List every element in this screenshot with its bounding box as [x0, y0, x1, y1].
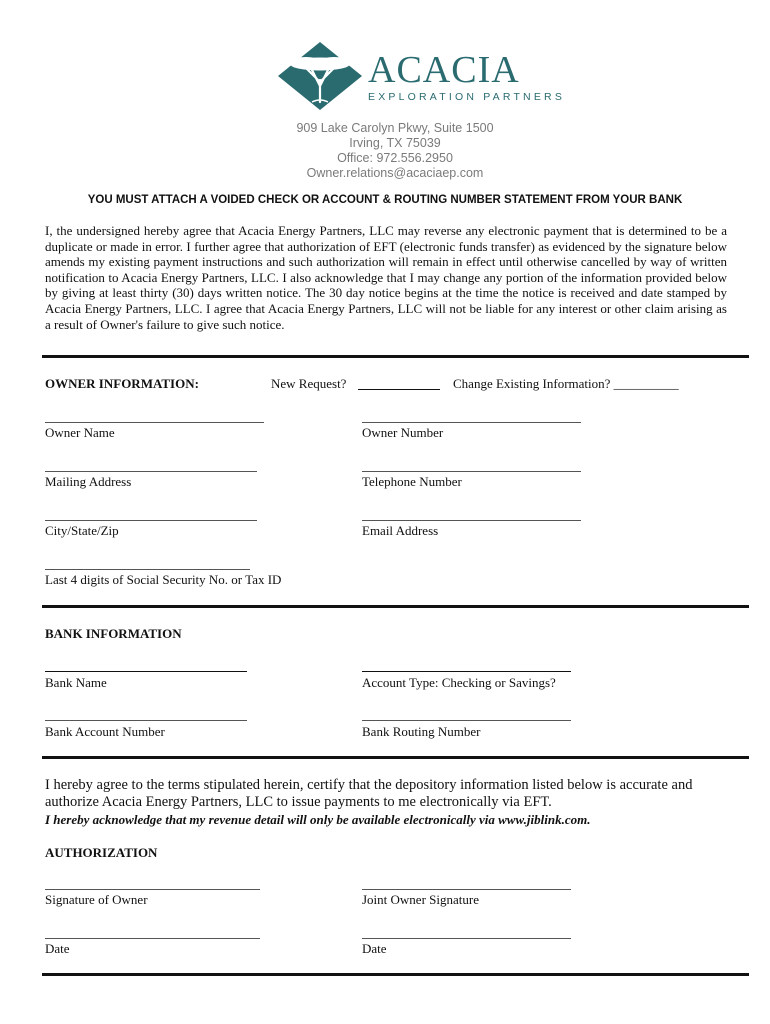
bank-account-number-label: Bank Account Number [45, 724, 165, 739]
telephone-number-label: Telephone Number [362, 474, 462, 489]
acknowledge-statement: I hereby acknowledge that my revenue detail will only be available electronically via www.jiblink.com. [45, 812, 591, 827]
owner-name-field[interactable] [45, 422, 264, 423]
ssn-tax-id-label: Last 4 digits of Social Security No. or Tax ID [45, 572, 282, 587]
joint-owner-date-label: Date [362, 941, 387, 956]
section-divider [42, 973, 749, 976]
brand-subtitle: EXPLORATION PARTNERS [368, 91, 566, 103]
owner-relations-email: Owner.relations@acaciaep.com [306, 166, 484, 180]
bank-name-label: Bank Name [45, 675, 107, 690]
change-existing-label: Change Existing Information? __________ [453, 376, 679, 391]
email-address-field[interactable] [362, 520, 581, 521]
section-divider [42, 605, 749, 608]
certify-paragraph: I hereby agree to the terms stipulated herein, certify that the depository information listed below is accurate and authorize Acacia Energy Partners, LLC to issue payments to me electronically via EFT. [45, 777, 693, 810]
address-line-2: Irving, TX 75039 [349, 136, 441, 150]
section-divider [42, 355, 749, 358]
bank-name-field[interactable] [45, 671, 247, 672]
owner-number-field[interactable] [362, 422, 581, 423]
agreement-paragraph: I, the undersigned hereby agree that Acacia Energy Partners, LLC may reverse any electronic payment that is determined to be a duplicate or made in error. I further agree that authorization of EFT (electronic funds transfer) as evidenced by the signature below amends my existing payment instructions and such authorization will remain in effect until otherwise cancelled by way of written notification to Acacia Energy Partners, LLC. I also acknowledge that I may change any portion of the information provided below by giving at least thirty (30) days written notice. The 30 day notice begins at the time the notice is received and date stamped by Acacia Energy Partners, LLC. I agree that Acacia Energy Partners, LLC will not be liable for any interest or other claim arising as a result of Owner's failure to give such notice. [45, 223, 727, 332]
owner-name-label: Owner Name [45, 425, 115, 440]
joint-owner-date-field[interactable] [362, 938, 571, 939]
joint-owner-signature-field[interactable] [362, 889, 571, 890]
bank-info-heading: BANK INFORMATION [45, 626, 182, 641]
new-request-field[interactable] [358, 389, 440, 390]
owner-signature-field[interactable] [45, 889, 260, 890]
bank-account-number-field[interactable] [45, 720, 247, 721]
mailing-address-label: Mailing Address [45, 474, 132, 489]
new-request-label: New Request? [271, 376, 347, 391]
owner-info-heading: OWNER INFORMATION: [45, 376, 199, 391]
city-state-zip-field[interactable] [45, 520, 257, 521]
ssn-tax-id-field[interactable] [45, 569, 250, 570]
owner-date-label: Date [45, 941, 70, 956]
joint-owner-signature-label: Joint Owner Signature [362, 892, 479, 907]
office-phone: Office: 972.556.2950 [337, 151, 453, 165]
brand-name: ACACIA [368, 49, 520, 91]
owner-date-field[interactable] [45, 938, 260, 939]
email-address-label: Email Address [362, 523, 439, 538]
signature-of-owner-label: Signature of Owner [45, 892, 148, 907]
account-type-field[interactable] [362, 671, 571, 672]
city-state-zip-label: City/State/Zip [45, 523, 119, 538]
bank-routing-number-label: Bank Routing Number [362, 724, 481, 739]
mailing-address-field[interactable] [45, 471, 257, 472]
account-type-label: Account Type: Checking or Savings? [362, 675, 556, 690]
authorization-heading: AUTHORIZATION [45, 845, 158, 860]
telephone-number-field[interactable] [362, 471, 581, 472]
owner-number-label: Owner Number [362, 425, 444, 440]
voided-check-warning: YOU MUST ATTACH A VOIDED CHECK OR ACCOUNT & ROUTING NUMBER STATEMENT FROM YOUR BANK [87, 194, 683, 206]
bank-routing-number-field[interactable] [362, 720, 571, 721]
section-divider [42, 756, 749, 759]
address-line-1: 909 Lake Carolyn Pkwy, Suite 1500 [296, 121, 494, 135]
